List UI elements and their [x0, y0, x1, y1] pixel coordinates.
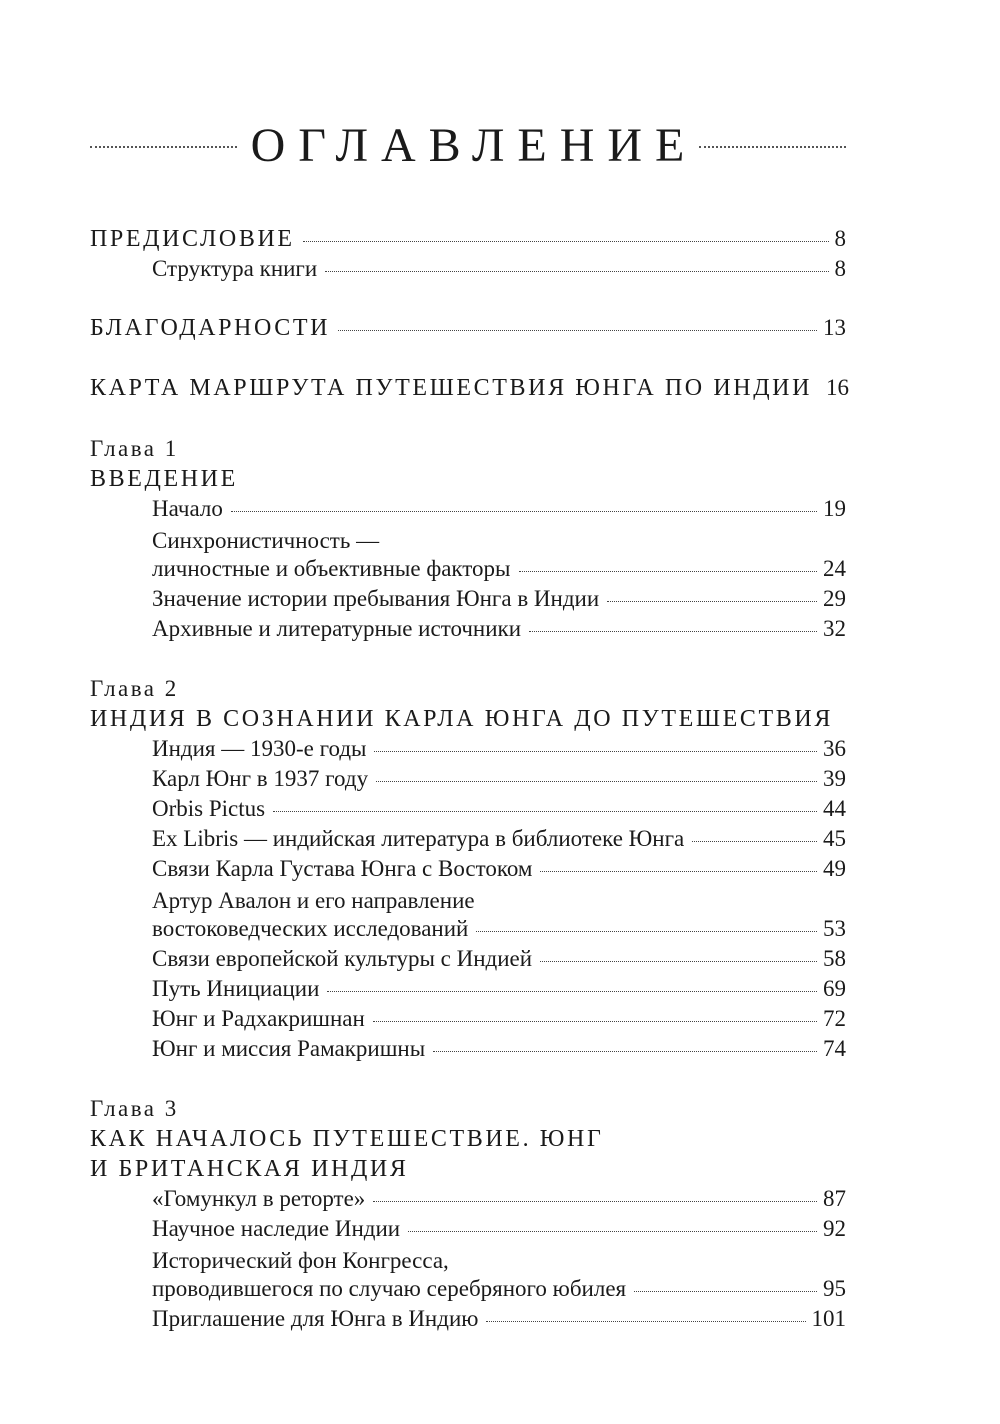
- entry-label: Юнг и Радхакришнан: [152, 1006, 365, 1031]
- dot-leader: [519, 571, 818, 572]
- toc-entry[interactable]: [152, 1216, 846, 1246]
- dot-leader: [338, 330, 817, 331]
- entry-label: проводившегося по случаю серебряного юбилея: [152, 1276, 627, 1301]
- title-leader-left: [90, 146, 237, 148]
- entry-page: 101: [811, 1306, 846, 1331]
- entry-page: 36: [823, 736, 846, 761]
- dot-leader: [303, 241, 829, 242]
- dot-leader: [373, 1021, 817, 1022]
- toc-entry-line[interactable]: Исторический фон Конгресса,: [152, 1248, 449, 1273]
- toc-entry[interactable]: [152, 1036, 846, 1066]
- chapter-1-title[interactable]: ВВЕДЕНИЕ: [90, 466, 238, 492]
- toc-entry[interactable]: [152, 826, 846, 856]
- entry-label: Индия — 1930-е годы: [152, 736, 367, 761]
- chapter-2-label: Глава 2: [90, 676, 179, 701]
- dot-leader: [376, 781, 817, 782]
- entry-page: 45: [823, 826, 846, 851]
- entry-page: 58: [823, 946, 846, 971]
- toc-entry[interactable]: [152, 496, 846, 526]
- chapter-3-title-line-2[interactable]: И БРИТАНСКАЯ ИНДИЯ: [90, 1156, 409, 1182]
- entry-page: 8: [834, 226, 846, 251]
- dot-leader: [373, 1201, 817, 1202]
- dot-leader: [408, 1231, 817, 1232]
- dot-leader: [607, 601, 817, 602]
- toc-entry-preface[interactable]: [90, 226, 846, 256]
- toc-entry[interactable]: [152, 1006, 846, 1036]
- entry-page: 16: [826, 375, 850, 400]
- toc-entry-route-map[interactable]: [90, 375, 850, 405]
- entry-page: 49: [823, 856, 846, 881]
- chapter-3-title-line-1[interactable]: КАК НАЧАЛОСЬ ПУТЕШЕСТВИЕ. ЮНГ: [90, 1126, 604, 1152]
- toc-entry[interactable]: [152, 916, 846, 946]
- dot-leader: [540, 961, 817, 962]
- entry-page: 29: [823, 586, 846, 611]
- entry-label: Orbis Pictus: [152, 796, 266, 821]
- entry-label: Путь Инициации: [152, 976, 320, 1001]
- entry-label: Связи европейской культуры с Индией: [152, 946, 533, 971]
- entry-page: 74: [823, 1036, 846, 1061]
- entry-label: востоковедческих исследований: [152, 916, 469, 941]
- entry-page: 87: [823, 1186, 846, 1211]
- dot-leader: [634, 1291, 817, 1292]
- chapter-1-label: Глава 1: [90, 436, 179, 461]
- toc-entry-acknowledgements[interactable]: [90, 315, 846, 345]
- entry-page: 53: [823, 916, 846, 941]
- entry-page: 95: [823, 1276, 846, 1301]
- toc-entry[interactable]: [152, 856, 846, 886]
- entry-label: «Гомункул в реторте»: [152, 1186, 366, 1211]
- toc-entry[interactable]: [152, 616, 846, 646]
- dot-leader: [486, 1321, 805, 1322]
- entry-page: 8: [834, 256, 846, 281]
- entry-label: Приглашение для Юнга в Индию: [152, 1306, 479, 1331]
- toc-title-row: [90, 110, 846, 180]
- toc-entry-line[interactable]: Артур Авалон и его направление: [152, 888, 475, 913]
- entry-page: 44: [823, 796, 846, 821]
- dot-leader: [374, 751, 817, 752]
- dot-leader: [692, 841, 817, 842]
- entry-label: Юнг и миссия Рамакришны: [152, 1036, 426, 1061]
- entry-label: личностные и объективные факторы: [152, 556, 511, 581]
- entry-page: 92: [823, 1216, 846, 1241]
- toc-entry[interactable]: [152, 1276, 846, 1306]
- entry-page: 19: [823, 496, 846, 521]
- dot-leader: [325, 271, 828, 272]
- entry-page: 13: [823, 315, 846, 340]
- chapter-2-title[interactable]: ИНДИЯ В СОЗНАНИИ КАРЛА ЮНГА ДО ПУТЕШЕСТВИЯ: [90, 706, 833, 732]
- dot-leader: [327, 991, 817, 992]
- entry-label: Начало: [152, 496, 223, 521]
- entry-label: КАРТА МАРШРУТА ПУТЕШЕСТВИЯ ЮНГА ПО ИНДИИ: [90, 375, 813, 401]
- entry-page: 24: [823, 556, 846, 581]
- entry-page: 69: [823, 976, 846, 1001]
- toc-entry[interactable]: [152, 1186, 846, 1216]
- toc-entry[interactable]: [152, 796, 846, 826]
- toc-entry[interactable]: [152, 766, 846, 796]
- toc-entry[interactable]: [152, 586, 846, 616]
- dot-leader: [540, 871, 817, 872]
- entry-page: 72: [823, 1006, 846, 1031]
- dot-leader: [476, 931, 817, 932]
- entry-label: Ex Libris — индийская литература в библиотеке Юнга: [152, 826, 685, 851]
- entry-label: Структура книги: [152, 256, 318, 281]
- title-leader-right: [699, 146, 846, 148]
- entry-label: БЛАГОДАРНОСТИ: [90, 315, 331, 341]
- entry-page: 32: [823, 616, 846, 641]
- entry-label: Научное наследие Индии: [152, 1216, 401, 1241]
- dot-leader: [529, 631, 817, 632]
- toc-entry[interactable]: [152, 736, 846, 766]
- dot-leader: [273, 811, 817, 812]
- dot-leader: [433, 1051, 817, 1052]
- entry-label: ПРЕДИСЛОВИЕ: [90, 226, 295, 252]
- chapter-3-label: Глава 3: [90, 1096, 179, 1121]
- entry-page: 39: [823, 766, 846, 791]
- entry-label: Связи Карла Густава Юнга с Востоком: [152, 856, 533, 881]
- entry-label: Значение истории пребывания Юнга в Индии: [152, 586, 600, 611]
- page-title: ОГЛАВЛЕНИЕ: [250, 118, 698, 172]
- toc-entry[interactable]: [152, 1306, 846, 1336]
- toc-entry-line[interactable]: Синхронистичность —: [152, 528, 380, 553]
- dot-leader: [231, 511, 817, 512]
- toc-entry[interactable]: [152, 946, 846, 976]
- toc-entry-structure[interactable]: [152, 256, 846, 286]
- toc-entry[interactable]: [152, 976, 846, 1006]
- entry-label: Карл Юнг в 1937 году: [152, 766, 369, 791]
- toc-entry[interactable]: [152, 556, 846, 586]
- entry-label: Архивные и литературные источники: [152, 616, 522, 641]
